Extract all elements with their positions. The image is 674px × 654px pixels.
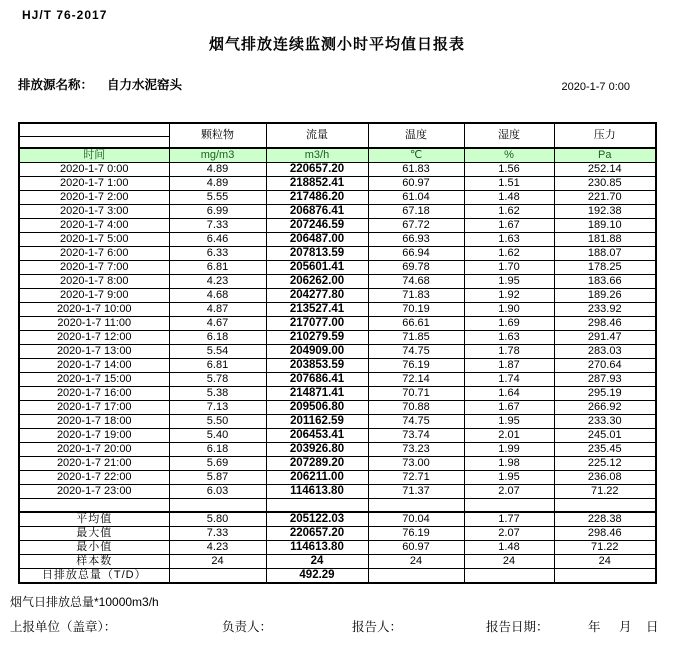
- value-cell: 5.80: [169, 512, 266, 527]
- value-cell: 6.33: [169, 247, 266, 261]
- value-cell: 1.62: [464, 247, 554, 261]
- value-cell: 189.26: [554, 289, 656, 303]
- value-cell: 205601.41: [266, 261, 368, 275]
- value-cell: 70.04: [368, 512, 464, 527]
- time-cell: 2020-1-7 20:00: [19, 443, 169, 457]
- table-row: [19, 233, 656, 247]
- value-cell: 203926.80: [266, 443, 368, 457]
- value-cell: 1.67: [464, 401, 554, 415]
- table-row: [19, 219, 656, 233]
- value-cell: 220657.20: [266, 163, 368, 177]
- value-cell: 76.19: [368, 359, 464, 373]
- value-cell: 230.85: [554, 177, 656, 191]
- time-cell: 2020-1-7 19:00: [19, 429, 169, 443]
- time-cell: 2020-1-7 16:00: [19, 387, 169, 401]
- value-cell: 192.38: [554, 205, 656, 219]
- value-cell: [368, 569, 464, 584]
- table-row: [19, 443, 656, 457]
- flow-total-footnote: 烟气日排放总量*10000m3/h: [10, 595, 159, 610]
- unit-humidity: %: [464, 148, 554, 163]
- value-cell: 4.89: [169, 177, 266, 191]
- summary-row: [19, 541, 656, 555]
- value-cell: 206487.00: [266, 233, 368, 247]
- value-cell: 2.01: [464, 429, 554, 443]
- value-cell: 74.75: [368, 345, 464, 359]
- column-header-flow: 流量: [266, 123, 368, 148]
- value-cell: 72.71: [368, 471, 464, 485]
- value-cell: 217077.00: [266, 317, 368, 331]
- value-cell: 5.87: [169, 471, 266, 485]
- value-cell: 236.08: [554, 471, 656, 485]
- value-cell: 1.67: [464, 219, 554, 233]
- value-cell: [266, 499, 368, 513]
- value-cell: 24: [368, 555, 464, 569]
- value-cell: 1.51: [464, 177, 554, 191]
- value-cell: 73.74: [368, 429, 464, 443]
- value-cell: 7.13: [169, 401, 266, 415]
- time-column-header: 时间: [19, 148, 169, 163]
- table-row: [19, 387, 656, 401]
- reporter-label: 报告人：: [352, 620, 403, 635]
- value-cell: 6.46: [169, 233, 266, 247]
- table-row: [19, 415, 656, 429]
- time-cell: 2020-1-7 22:00: [19, 471, 169, 485]
- unit-temperature: ℃: [368, 148, 464, 163]
- value-cell: 4.23: [169, 541, 266, 555]
- value-cell: 4.68: [169, 289, 266, 303]
- value-cell: 5.78: [169, 373, 266, 387]
- value-cell: 221.70: [554, 191, 656, 205]
- value-cell: 1.63: [464, 331, 554, 345]
- value-cell: 67.18: [368, 205, 464, 219]
- time-cell: 2020-1-7 0:00: [19, 163, 169, 177]
- time-cell: 2020-1-7 3:00: [19, 205, 169, 219]
- column-header-particulate: 颗粒物: [169, 123, 266, 148]
- value-cell: 4.89: [169, 163, 266, 177]
- value-cell: 201162.59: [266, 415, 368, 429]
- value-cell: 178.25: [554, 261, 656, 275]
- value-cell: 66.61: [368, 317, 464, 331]
- value-cell: 270.64: [554, 359, 656, 373]
- value-cell: 2.07: [464, 485, 554, 499]
- value-cell: 206211.00: [266, 471, 368, 485]
- time-cell: 平均值: [19, 512, 169, 527]
- value-cell: 76.19: [368, 527, 464, 541]
- value-cell: 1.70: [464, 261, 554, 275]
- time-cell: 2020-1-7 10:00: [19, 303, 169, 317]
- value-cell: 1.63: [464, 233, 554, 247]
- value-cell: 71.37: [368, 485, 464, 499]
- value-cell: 2.07: [464, 527, 554, 541]
- table-row: [19, 317, 656, 331]
- value-cell: 209506.80: [266, 401, 368, 415]
- value-cell: 71.85: [368, 331, 464, 345]
- time-cell: 2020-1-7 9:00: [19, 289, 169, 303]
- column-header-temperature: 温度: [368, 123, 464, 148]
- value-cell: 4.87: [169, 303, 266, 317]
- value-cell: 74.68: [368, 275, 464, 289]
- time-cell: 2020-1-7 15:00: [19, 373, 169, 387]
- emission-source: [18, 75, 182, 93]
- value-cell: 70.71: [368, 387, 464, 401]
- value-cell: 24: [464, 555, 554, 569]
- value-cell: 287.93: [554, 373, 656, 387]
- value-cell: 245.01: [554, 429, 656, 443]
- summary-row: [19, 527, 656, 541]
- value-cell: 6.18: [169, 331, 266, 345]
- value-cell: 5.69: [169, 457, 266, 471]
- time-cell: 日排放总量（T/D）: [19, 569, 169, 584]
- value-cell: 189.10: [554, 219, 656, 233]
- value-cell: 1.62: [464, 205, 554, 219]
- value-cell: 207813.59: [266, 247, 368, 261]
- time-cell: 2020-1-7 17:00: [19, 401, 169, 415]
- value-cell: 1.56: [464, 163, 554, 177]
- value-cell: 114613.80: [266, 485, 368, 499]
- table-row: [19, 191, 656, 205]
- value-cell: 298.46: [554, 317, 656, 331]
- table-row: [19, 373, 656, 387]
- value-cell: 183.66: [554, 275, 656, 289]
- time-cell: 2020-1-7 2:00: [19, 191, 169, 205]
- value-cell: 72.14: [368, 373, 464, 387]
- value-cell: 24: [266, 555, 368, 569]
- value-cell: 4.67: [169, 317, 266, 331]
- value-cell: 24: [554, 555, 656, 569]
- time-cell: 最大值: [19, 527, 169, 541]
- unit-particulate: mg/m3: [169, 148, 266, 163]
- value-cell: 210279.59: [266, 331, 368, 345]
- value-cell: 60.97: [368, 541, 464, 555]
- time-cell: 2020-1-7 23:00: [19, 485, 169, 499]
- value-cell: 4.23: [169, 275, 266, 289]
- value-cell: 207686.41: [266, 373, 368, 387]
- value-cell: 6.81: [169, 359, 266, 373]
- year-label: 年: [588, 620, 601, 635]
- value-cell: 5.50: [169, 415, 266, 429]
- value-cell: 6.18: [169, 443, 266, 457]
- value-cell: 1.95: [464, 471, 554, 485]
- time-cell: 2020-1-7 12:00: [19, 331, 169, 345]
- table-row: [19, 485, 656, 499]
- table-header: [19, 123, 656, 163]
- value-cell: 66.93: [368, 233, 464, 247]
- time-cell: 2020-1-7 6:00: [19, 247, 169, 261]
- value-cell: 1.69: [464, 317, 554, 331]
- report-date-label: 报告日期：: [486, 620, 549, 635]
- value-cell: 1.48: [464, 541, 554, 555]
- time-cell: [19, 499, 169, 513]
- month-label: 月: [619, 620, 632, 635]
- table-body: [19, 163, 656, 584]
- table-row: [19, 177, 656, 191]
- value-cell: 225.12: [554, 457, 656, 471]
- time-cell: 2020-1-7 5:00: [19, 233, 169, 247]
- table-row: [19, 205, 656, 219]
- value-cell: 295.19: [554, 387, 656, 401]
- value-cell: 6.99: [169, 205, 266, 219]
- value-cell: 235.45: [554, 443, 656, 457]
- source-name-label: 排放源名称：: [18, 78, 94, 92]
- header-empty-cell-bottom: [19, 136, 169, 148]
- time-cell: 2020-1-7 11:00: [19, 317, 169, 331]
- value-cell: 114613.80: [266, 541, 368, 555]
- value-cell: 207246.59: [266, 219, 368, 233]
- value-cell: 206453.41: [266, 429, 368, 443]
- value-cell: 71.22: [554, 485, 656, 499]
- value-cell: 204909.00: [266, 345, 368, 359]
- value-cell: 283.03: [554, 345, 656, 359]
- table-row: [19, 163, 656, 177]
- header-empty-cell-top: [19, 123, 169, 136]
- time-cell: 2020-1-7 18:00: [19, 415, 169, 429]
- report-datetime: 2020-1-7 0:00: [561, 81, 630, 93]
- value-cell: 218852.41: [266, 177, 368, 191]
- column-header-pressure: 压力: [554, 123, 656, 148]
- value-cell: 233.92: [554, 303, 656, 317]
- table-row: [19, 275, 656, 289]
- table-row: [19, 429, 656, 443]
- summary-row: [19, 569, 656, 584]
- value-cell: 220657.20: [266, 527, 368, 541]
- value-cell: 206262.00: [266, 275, 368, 289]
- value-cell: 266.92: [554, 401, 656, 415]
- value-cell: [169, 499, 266, 513]
- value-cell: 207289.20: [266, 457, 368, 471]
- time-cell: 最小值: [19, 541, 169, 555]
- value-cell: 74.75: [368, 415, 464, 429]
- table-row: [19, 401, 656, 415]
- value-cell: 67.72: [368, 219, 464, 233]
- value-cell: 291.47: [554, 331, 656, 345]
- value-cell: 71.22: [554, 541, 656, 555]
- report-unit-label: 上报单位（盖章）：: [10, 620, 117, 635]
- table-row: [19, 345, 656, 359]
- standard-code: HJ/T 76-2017: [22, 8, 108, 22]
- source-name-value: 自力水泥窑头: [107, 78, 183, 92]
- value-cell: 1.48: [464, 191, 554, 205]
- table-row: [19, 247, 656, 261]
- report-title: 烟气排放连续监测小时平均值日报表: [208, 36, 465, 53]
- value-cell: 70.88: [368, 401, 464, 415]
- signature-row: [0, 617, 674, 635]
- value-cell: 214871.41: [266, 387, 368, 401]
- table-row: [19, 303, 656, 317]
- value-cell: 24: [169, 555, 266, 569]
- value-cell: 5.40: [169, 429, 266, 443]
- unit-flow: m3/h: [266, 148, 368, 163]
- value-cell: 5.38: [169, 387, 266, 401]
- column-header-humidity: 湿度: [464, 123, 554, 148]
- value-cell: 228.38: [554, 512, 656, 527]
- value-cell: 1.74: [464, 373, 554, 387]
- value-cell: 5.55: [169, 191, 266, 205]
- responsible-label: 负责人：: [222, 620, 273, 635]
- value-cell: 217486.20: [266, 191, 368, 205]
- table-row: [19, 289, 656, 303]
- time-cell: 2020-1-7 4:00: [19, 219, 169, 233]
- value-cell: [554, 569, 656, 584]
- value-cell: 6.81: [169, 261, 266, 275]
- value-cell: 1.78: [464, 345, 554, 359]
- summary-row: [19, 555, 656, 569]
- value-cell: 188.07: [554, 247, 656, 261]
- value-cell: 5.54: [169, 345, 266, 359]
- value-cell: [368, 499, 464, 513]
- value-cell: 1.98: [464, 457, 554, 471]
- value-cell: 492.29: [266, 569, 368, 584]
- day-label: 日: [646, 620, 659, 635]
- table-row: [19, 457, 656, 471]
- value-cell: 203853.59: [266, 359, 368, 373]
- value-cell: 181.88: [554, 233, 656, 247]
- value-cell: 73.00: [368, 457, 464, 471]
- value-cell: 1.90: [464, 303, 554, 317]
- value-cell: 61.83: [368, 163, 464, 177]
- time-cell: 2020-1-7 14:00: [19, 359, 169, 373]
- spacer-row: [19, 499, 656, 513]
- unit-pressure: Pa: [554, 148, 656, 163]
- value-cell: 70.19: [368, 303, 464, 317]
- value-cell: 60.97: [368, 177, 464, 191]
- table-row: [19, 471, 656, 485]
- report-table: [18, 122, 657, 584]
- value-cell: 66.94: [368, 247, 464, 261]
- summary-row: [19, 512, 656, 527]
- time-cell: 2020-1-7 8:00: [19, 275, 169, 289]
- time-cell: 2020-1-7 1:00: [19, 177, 169, 191]
- value-cell: [464, 569, 554, 584]
- source-row: [18, 75, 630, 93]
- value-cell: 206876.41: [266, 205, 368, 219]
- time-cell: 2020-1-7 21:00: [19, 457, 169, 471]
- value-cell: 204277.80: [266, 289, 368, 303]
- time-cell: 2020-1-7 7:00: [19, 261, 169, 275]
- value-cell: 1.87: [464, 359, 554, 373]
- value-cell: 73.23: [368, 443, 464, 457]
- value-cell: 298.46: [554, 527, 656, 541]
- value-cell: 1.95: [464, 275, 554, 289]
- table-row: [19, 359, 656, 373]
- value-cell: 1.64: [464, 387, 554, 401]
- value-cell: 233.30: [554, 415, 656, 429]
- value-cell: 205122.03: [266, 512, 368, 527]
- value-cell: 6.03: [169, 485, 266, 499]
- value-cell: 252.14: [554, 163, 656, 177]
- value-cell: 1.92: [464, 289, 554, 303]
- value-cell: 1.77: [464, 512, 554, 527]
- value-cell: 7.33: [169, 219, 266, 233]
- time-cell: 2020-1-7 13:00: [19, 345, 169, 359]
- value-cell: 1.99: [464, 443, 554, 457]
- value-cell: 1.95: [464, 415, 554, 429]
- value-cell: 7.33: [169, 527, 266, 541]
- value-cell: [464, 499, 554, 513]
- time-cell: 样本数: [19, 555, 169, 569]
- value-cell: 61.04: [368, 191, 464, 205]
- value-cell: 213527.41: [266, 303, 368, 317]
- value-cell: [554, 499, 656, 513]
- value-cell: 69.78: [368, 261, 464, 275]
- value-cell: [169, 569, 266, 584]
- table-row: [19, 261, 656, 275]
- value-cell: 71.83: [368, 289, 464, 303]
- table-row: [19, 331, 656, 345]
